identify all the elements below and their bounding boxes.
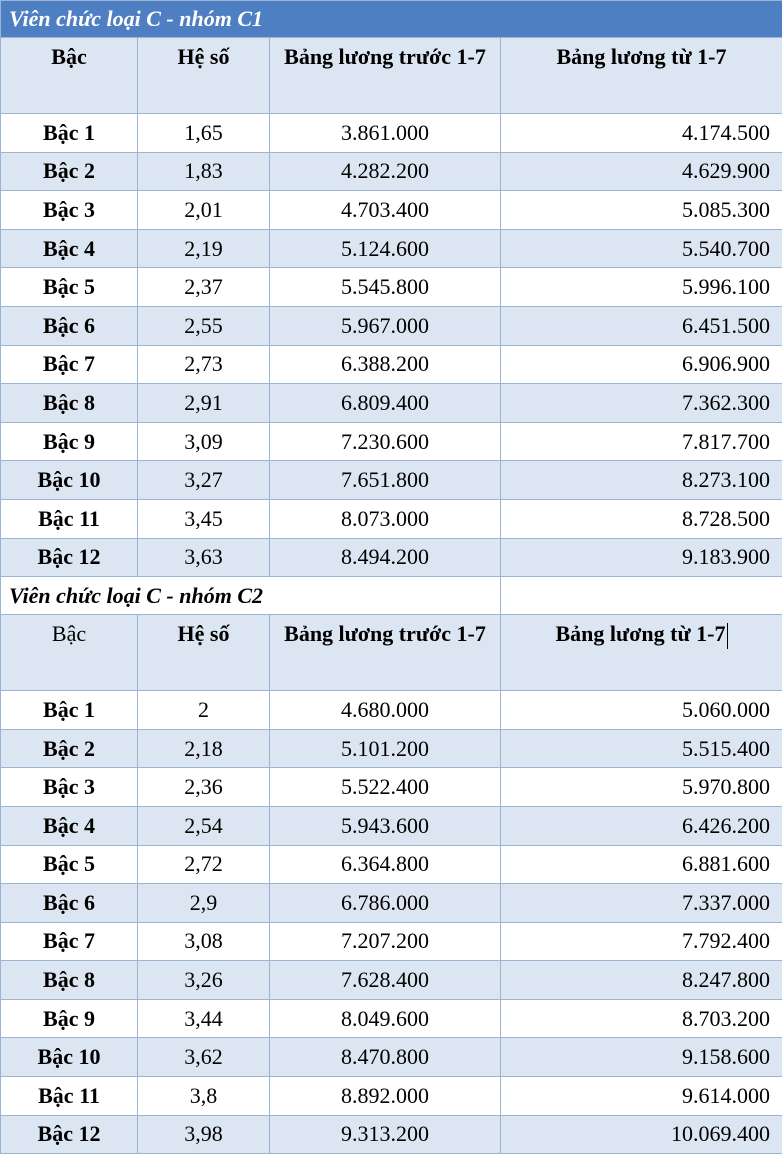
salary-before-cell: 3.861.000	[270, 114, 501, 153]
table-row	[1, 691, 782, 730]
table-row	[1, 961, 782, 1000]
coefficient-cell: 3,44	[138, 999, 270, 1038]
coefficient-cell: 2,19	[138, 229, 270, 268]
salary-before-cell: 4.703.400	[270, 191, 501, 230]
salary-before-cell: 7.230.600	[270, 422, 501, 461]
level-cell: Bậc 12	[1, 538, 138, 577]
header-level: Bậc	[1, 38, 138, 114]
level-cell: Bậc 10	[1, 461, 138, 500]
table-row	[1, 1038, 782, 1077]
salary-after-cell: 6.906.900	[501, 345, 782, 384]
table-row	[1, 1115, 782, 1154]
group2-header-row	[1, 615, 782, 691]
level-cell: Bậc 8	[1, 961, 138, 1000]
table-row	[1, 806, 782, 845]
level-cell: Bậc 6	[1, 306, 138, 345]
level-cell: Bậc 4	[1, 806, 138, 845]
table-row	[1, 114, 782, 153]
header-coefficient: Hệ số	[138, 38, 270, 114]
salary-after-cell: 8.703.200	[501, 999, 782, 1038]
group1-header-row	[1, 38, 782, 114]
group2-title-blank-cell	[501, 577, 782, 615]
salary-after-cell: 6.451.500	[501, 306, 782, 345]
salary-after-cell: 7.337.000	[501, 884, 782, 923]
salary-before-cell: 8.892.000	[270, 1077, 501, 1116]
coefficient-cell: 3,8	[138, 1077, 270, 1116]
coefficient-cell: 2,36	[138, 768, 270, 807]
salary-before-cell: 6.388.200	[270, 345, 501, 384]
table-row	[1, 422, 782, 461]
salary-after-cell: 5.515.400	[501, 729, 782, 768]
level-cell: Bậc 2	[1, 729, 138, 768]
salary-before-cell: 4.282.200	[270, 152, 501, 191]
salary-before-cell: 6.809.400	[270, 384, 501, 423]
salary-before-cell: 5.967.000	[270, 306, 501, 345]
coefficient-cell: 3,26	[138, 961, 270, 1000]
coefficient-cell: 2,37	[138, 268, 270, 307]
level-cell: Bậc 4	[1, 229, 138, 268]
header-coefficient: Hệ số	[138, 615, 270, 691]
salary-table-body	[1, 1, 782, 1154]
coefficient-cell: 2,54	[138, 806, 270, 845]
table-row	[1, 229, 782, 268]
level-cell: Bậc 11	[1, 1077, 138, 1116]
table-row	[1, 768, 782, 807]
group2-title-row	[1, 577, 782, 615]
table-row	[1, 729, 782, 768]
text-cursor	[727, 623, 728, 649]
salary-before-cell: 4.680.000	[270, 691, 501, 730]
salary-before-cell: 8.494.200	[270, 538, 501, 577]
group1-title-row	[1, 1, 782, 38]
salary-after-cell: 9.158.600	[501, 1038, 782, 1077]
salary-after-cell: 6.881.600	[501, 845, 782, 884]
salary-before-cell: 7.628.400	[270, 961, 501, 1000]
coefficient-cell: 3,27	[138, 461, 270, 500]
salary-after-cell: 5.996.100	[501, 268, 782, 307]
level-cell: Bậc 5	[1, 268, 138, 307]
coefficient-cell: 3,45	[138, 499, 270, 538]
coefficient-cell: 1,83	[138, 152, 270, 191]
salary-before-cell: 7.207.200	[270, 922, 501, 961]
level-cell: Bậc 7	[1, 922, 138, 961]
salary-before-cell: 6.364.800	[270, 845, 501, 884]
coefficient-cell: 1,65	[138, 114, 270, 153]
header-salary-after-label: Bảng lương từ 1-7	[555, 621, 726, 647]
level-cell: Bậc 7	[1, 345, 138, 384]
salary-after-cell: 4.174.500	[501, 114, 782, 153]
salary-after-cell: 6.426.200	[501, 806, 782, 845]
table-row	[1, 884, 782, 923]
salary-after-cell: 8.728.500	[501, 499, 782, 538]
table-row	[1, 191, 782, 230]
salary-after-cell: 5.540.700	[501, 229, 782, 268]
salary-before-cell: 7.651.800	[270, 461, 501, 500]
table-row	[1, 499, 782, 538]
salary-after-cell: 5.085.300	[501, 191, 782, 230]
level-cell: Bậc 8	[1, 384, 138, 423]
level-cell: Bậc 9	[1, 999, 138, 1038]
coefficient-cell: 3,62	[138, 1038, 270, 1077]
header-salary-before: Bảng lương trước 1-7	[270, 615, 501, 691]
table-row	[1, 999, 782, 1038]
salary-after-cell: 7.362.300	[501, 384, 782, 423]
salary-before-cell: 6.786.000	[270, 884, 501, 923]
salary-after-cell: 8.247.800	[501, 961, 782, 1000]
level-cell: Bậc 3	[1, 768, 138, 807]
coefficient-cell: 2,91	[138, 384, 270, 423]
level-cell: Bậc 1	[1, 114, 138, 153]
table-row	[1, 152, 782, 191]
salary-after-cell: 4.629.900	[501, 152, 782, 191]
salary-after-cell: 7.817.700	[501, 422, 782, 461]
level-cell: Bậc 3	[1, 191, 138, 230]
level-cell: Bậc 11	[1, 499, 138, 538]
level-cell: Bậc 12	[1, 1115, 138, 1154]
salary-after-cell: 10.069.400	[501, 1115, 782, 1154]
table-row	[1, 461, 782, 500]
salary-after-cell: 9.614.000	[501, 1077, 782, 1116]
coefficient-cell: 3,09	[138, 422, 270, 461]
header-salary-after	[501, 615, 782, 691]
group2-title: Viên chức loại C - nhóm C2	[1, 577, 501, 615]
table-row	[1, 345, 782, 384]
level-cell: Bậc 2	[1, 152, 138, 191]
coefficient-cell: 2,72	[138, 845, 270, 884]
salary-before-cell: 8.073.000	[270, 499, 501, 538]
salary-after-cell: 8.273.100	[501, 461, 782, 500]
salary-before-cell: 5.101.200	[270, 729, 501, 768]
level-cell: Bậc 5	[1, 845, 138, 884]
coefficient-cell: 2,18	[138, 729, 270, 768]
salary-before-cell: 5.943.600	[270, 806, 501, 845]
coefficient-cell: 2,55	[138, 306, 270, 345]
table-row	[1, 268, 782, 307]
coefficient-cell: 2	[138, 691, 270, 730]
coefficient-cell: 2,9	[138, 884, 270, 923]
level-cell: Bậc 1	[1, 691, 138, 730]
table-row	[1, 922, 782, 961]
salary-before-cell: 5.545.800	[270, 268, 501, 307]
table-row	[1, 1077, 782, 1116]
header-level: Bậc	[1, 615, 138, 691]
coefficient-cell: 3,63	[138, 538, 270, 577]
group1-title: Viên chức loại C - nhóm C1	[1, 1, 782, 38]
table-row	[1, 845, 782, 884]
salary-after-cell: 5.060.000	[501, 691, 782, 730]
salary-before-cell: 5.124.600	[270, 229, 501, 268]
coefficient-cell: 2,73	[138, 345, 270, 384]
table-row	[1, 384, 782, 423]
coefficient-cell: 3,98	[138, 1115, 270, 1154]
salary-before-cell: 8.470.800	[270, 1038, 501, 1077]
coefficient-cell: 2,01	[138, 191, 270, 230]
table-row	[1, 538, 782, 577]
salary-before-cell: 9.313.200	[270, 1115, 501, 1154]
header-salary-before: Bảng lương trước 1-7	[270, 38, 501, 114]
level-cell: Bậc 10	[1, 1038, 138, 1077]
salary-after-cell: 5.970.800	[501, 768, 782, 807]
level-cell: Bậc 6	[1, 884, 138, 923]
salary-after-cell: 7.792.400	[501, 922, 782, 961]
salary-after-cell: 9.183.900	[501, 538, 782, 577]
salary-before-cell: 5.522.400	[270, 768, 501, 807]
coefficient-cell: 3,08	[138, 922, 270, 961]
salary-before-cell: 8.049.600	[270, 999, 501, 1038]
level-cell: Bậc 9	[1, 422, 138, 461]
header-salary-after: Bảng lương từ 1-7	[501, 38, 782, 114]
table-row	[1, 306, 782, 345]
